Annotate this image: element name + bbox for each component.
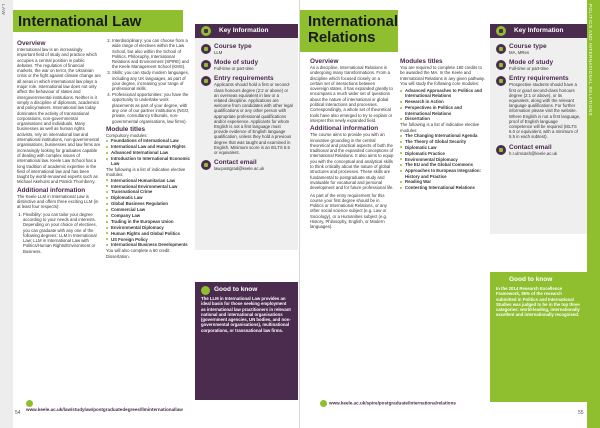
right-course-type [496,43,582,55]
email-icon [201,160,211,170]
list-item: The EU and the Global Commons [405,162,486,167]
numbered-item: 2. Interdisciplinary: you can choose from a wide range of electives within the Law School, but also within the School of Politics, Philosophy, International Relations and Environment (SPIRE) and the Keele Management School (KMS). [112,38,190,70]
right-modules-heading: Modules titles [400,58,443,65]
list-item: Perspectives in Politics and International Relations [405,105,486,116]
good-to-know-text: In the 2014 Research Excellence Framework, 85% of the research submitted in Politics and International Studies was judged to be in the top three categories: world-leading, internationally excellent and internationally recognised. [496,286,580,318]
info-icon [201,26,211,36]
right-mode [496,59,582,71]
course-icon [496,44,506,54]
list-item: International Business Developments [111,242,190,247]
right-key-info-panel [490,38,587,234]
right-additional-text-2: As part of the entry requirement for this course your first degree should be in Politics or International Relations, or any other social science subject (e.g. Law or Sociology), or a Humanities subject (e.g. History, Philosophy, English, or Modern languages). [310,192,388,230]
right-contact [496,144,582,156]
list-item: Commercial Law [111,207,190,212]
mode-value: Full-time or part-time [509,66,549,72]
arrow-icon [320,400,327,407]
list-item: The Theory of Global Security [405,139,486,144]
right-side-tab-label: POLITICS AND INTERNATIONAL RELATIONS [588,4,593,117]
right-column-2 [400,56,486,191]
course-type-value: MA, MRes [509,50,530,55]
list-item: Dissertation [405,116,486,121]
left-page-title: International Law [18,13,142,30]
right-key-info-header [490,24,587,38]
good-to-know-heading: Good to know [201,286,292,293]
list-item: Diplomatic Law [111,195,190,200]
list-item: International Law and Human Rights [111,144,190,149]
right-side-tab [587,0,600,428]
left-electives-note: You will also complete a 60 credit Dissertation. [106,248,170,259]
contact-label: Contact email [214,159,257,167]
left-mode [201,59,293,71]
left-web-link[interactable] [26,400,191,413]
course-type-label: Course type [509,43,547,50]
right-key-info-label: Key Information [514,27,564,34]
list-item: Environmental Diplomacy [405,157,486,162]
course-type-value: LLM [214,50,223,55]
right-electives-intro: The following is a list of indicative elective modules: [400,122,480,133]
entry-value: Prospective students should have a first or good second-class honours degree (2:1 or above), or its equivalent, along with the relevant language qualifications. For further information please visit the website. Where English is not a first language, proof of English language competence will be required (IELTS 6.0 or equivalent, with a minimum of 5.5 in each subtest). [509,82,581,140]
right-overview-text: As a discipline, International Relations is undergoing many transformations. From a discipline which focused closely on a certain set of interactions between sovereign states, it has expanded greatly to encompass a much wider set of questions about the nature of international or global political interactions and processes. Correspondingly, a whole set of theoretical tools have also emerged to try to explain or interpret this newly expanded field. [310,65,393,123]
list-item: Advanced Approaches to Politics and International Relations [405,88,486,99]
entry-label: Entry requirements [214,75,274,83]
left-column-1 [17,38,101,255]
good-to-know-heading: Good to know [496,276,581,283]
left-link-text[interactable]: www.keele.ac.uk/law/studylaw/postgraduatedegrees/llminternationallaw [26,407,183,412]
right-column-1 [310,56,394,232]
list-item: Approaches to European Integration: History and Practice [405,168,486,179]
right-page-number: 55 [578,410,584,416]
left-additional-heading: Additional information [17,186,86,194]
left-side-tab-label: LAW [1,4,6,16]
numbered-item: 1. Flexibility: you can tailor your degree according to your needs and interests. Depending on your choice of electives, you can graduate with any one of the following degrees: LLM in International Law; LLM in International Law with Politics/Human Rights/Environment or Business. [23,212,101,254]
left-additional-text: The Keele LLM in International Law is distinctive and offers three exciting LLM (in at least four respects): [17,193,99,210]
right-electives-list [400,133,486,191]
left-electives-list [106,178,190,248]
right-additional-heading: Additional information [310,125,379,133]
right-good-to-know [490,272,587,402]
contact-value[interactable]: h.r.ulmcash@keele.ac.uk [509,150,558,156]
right-page [300,0,600,428]
list-item: Transnational Crime [111,189,190,194]
list-item: Research in Action [405,99,486,104]
right-modules-intro: You are required to complete 180 credits to be awarded the MA. In the Keele and International Relations in any given pathway. You will study the following core modules: [400,65,485,86]
info-icon [496,26,506,36]
email-icon [496,145,506,155]
left-column-2 [106,38,190,259]
list-item: Advanced International Law [111,150,190,155]
right-link-text[interactable]: www.keele.ac.uk/spire/postgraduate/internationalrelations [329,400,456,406]
mode-label: Mode of study [509,59,554,67]
left-modules-intro: Compulsory modules: [106,132,148,138]
list-item: US Foreign Policy [111,237,190,242]
list-item: Trading in the European Union [111,219,190,224]
left-key-info-label: Key Information [219,27,269,34]
good-to-know-text: The LLM in International Law provides an ideal basis for those seeking employment as international law practitioners in relevant national and international organisations (government agencies, UN bodies, and non-governmental organisations), multinational corporations, or transnational law firms. [201,296,291,333]
list-item: Global Business Regulation [111,201,190,206]
left-page-number: 54 [15,410,21,416]
list-item: International Environmental Law [111,184,190,189]
list-item: Company Law [111,213,190,218]
right-page-title: International Relations [308,13,399,46]
right-overview-heading: Overview [310,58,339,65]
left-good-to-know [195,282,298,400]
entry-label: Entry requirements [509,75,569,83]
course-icon [201,44,211,54]
arrow-icon [26,400,33,407]
right-web-link[interactable] [320,400,480,407]
mode-label: Mode of study [214,59,259,67]
left-electives-intro: The following is a list of indicative elective modules: [106,167,186,178]
left-key-info-panel [195,38,298,250]
right-core-list [400,88,486,122]
list-item: Introduction to International Economic Law [111,155,191,167]
list-item: Reading War [405,179,486,184]
left-entry [201,75,293,155]
list-item: Human Rights and Global Politics [111,231,190,236]
left-modules-heading: Module titles [106,125,146,133]
entry-icon [201,76,211,86]
list-item: Diplomatic Practice [405,151,486,156]
left-course-type [201,43,293,55]
contact-value[interactable]: law.postgrad@keele.ac.uk [214,166,265,172]
right-entry [496,75,582,139]
left-numbered-list-cont [106,38,190,124]
entry-value: Applicants should hold a first or second-class honours degree (2:2 or above) or an overseas equivalent in law or a related discipline. Applications are welcome from candidates with other legal qualifications or any other person with appropriate professional qualifications and/or experience. Applicants for whom English is not a first language must provide evidence of English language qualification, unless they hold a previous degree that was taught and examined in English. Minimum score is an IELTS 6.5 or equivalent. [214,82,293,156]
entry-icon [496,76,506,86]
course-type-label: Course type [214,43,252,50]
left-key-info-header [195,24,298,38]
left-side-tab [0,0,13,428]
clock-icon [201,60,211,70]
numbered-item: 4. Professional opportunities: you have the opportunity to undertake work placements as part of your degree, with any one of our partner institutions (NGO, private, consultancy tribunals, non-governmental organisations, law firms). [112,92,190,124]
list-item: Environmental Diplomacy [111,225,190,230]
left-compulsory-list [106,138,190,166]
list-item: Foundations of International Law [111,138,190,143]
left-contact [201,159,293,171]
right-additional-text: The course aims to provide you with an innovative grounding in the central theoretical and practical aspects of both the traditional and the expanded conceptions of International Relations. It also aims to equip you with the conceptual and analytical skills to think critically about the nature of global structures and processes. These skills are fundamental to postgraduate study and invaluable for vocational and personal development and for future professional life. [310,132,394,191]
left-numbered-list [17,212,101,254]
list-item: The Changing International Agenda [405,133,486,138]
list-item: International Humanitarian Law [111,178,190,183]
clock-icon [496,60,506,70]
list-item: Diplomatic Law [405,145,486,150]
numbered-item: 3. Skills: you can study modern languages, including any UK languages, as part of your degree, increasing your range of professional skills. [112,70,190,91]
left-overview-text: International law is an increasingly important field of study and practice which occupies a central position in public debates. The regulation of financial markets, the war on terror, the Ukrainian crisis or the fight against climate change are all areas in which international law plays a major role. International law does not only affect the behaviour of states and intergovernmental institutions. Neither is it simply a discipline of diplomats, academics and policymakers. International law today dominates the activity of transnational corporations, non-governmental organisations and individuals. Many businesses as well as human rights activists, rely on international law and international institutions, non-governmental organisations, businesses and law firms are increasingly looking for graduates capable of dealing with complex issues of international law. Keele Law School has a long tradition of academic expertise in the field of international law and has been taught by world-renowned experts such as Michael Akehurst and Patrick Thornberry. [17,47,101,185]
left-overview-heading: Overview [17,40,46,47]
list-item: Contesting International Relations [405,185,486,190]
contact-label: Contact email [509,143,552,151]
mode-value: Full-time or part-time [214,66,254,72]
